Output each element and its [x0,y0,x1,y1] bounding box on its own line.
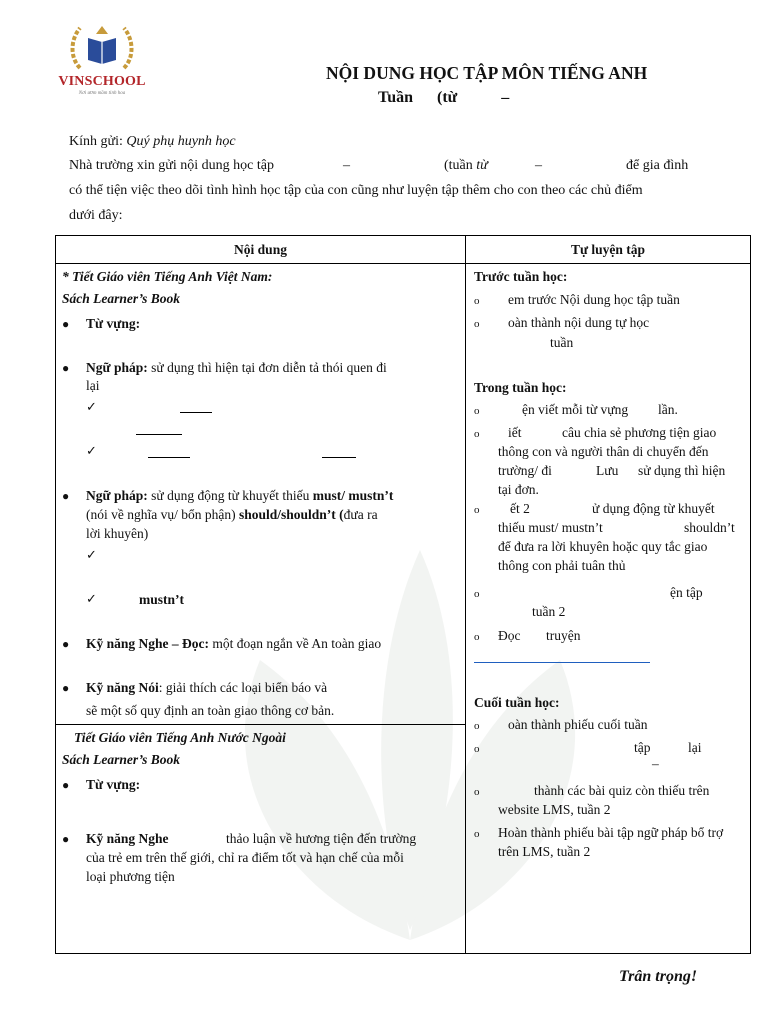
before-2a: oàn thành nội dung tự học [508,315,650,330]
foreign-heading: Tiết Giáo viên Tiếng Anh Nước Ngoài [74,730,286,745]
blank-line [148,457,190,458]
intro-line-2b: – [343,158,350,173]
vinschool-logo [52,22,152,100]
intro-line-3: có thể tiện việc theo dõi tình hình học tập của con cũng như luyện tập thêm cho con theo các chủ điểm [69,183,643,198]
during-2f: sử dụng thì hiện [638,463,726,478]
vn-grammar1-cont: lại [86,378,100,393]
end-3a: thành các bài quiz còn thiếu trên [534,783,710,798]
vn-speak-cont: sẽ một số quy định an toàn giao thông cơ bản. [86,703,335,718]
header-practice: Tự luyện tập [466,236,751,264]
during-3e: để đưa ra lời khuyên hoặc quy tắc giao [498,539,708,554]
laurel-book-icon [66,22,138,76]
grammar2-label: Ngữ pháp: [86,488,148,503]
end-heading: Cuối tuần học: [474,695,560,710]
vn-grammar2-line2 [86,506,378,524]
content-table [55,235,751,954]
blank-line [136,434,182,435]
intro-line-2c [444,158,488,174]
vn-speak [86,679,327,697]
circle-bullet-icon: o [474,504,480,516]
grammar2-text: sử dụng động từ khuyết thiếu [147,488,313,503]
foreign-listen-text3: loại phương tiện [86,869,175,884]
closing-signature: Trân trọng! [619,968,698,985]
end-2b: lại [688,740,702,755]
circle-bullet-icon: o [474,743,480,755]
during-2b: câu chia sẻ phương tiện giao [562,425,717,440]
grammar2-line2b: should/shouldn’t ( [238,507,344,522]
end-4a: Hoàn thành phiếu bài tập ngữ pháp bổ trợ [498,825,724,840]
link-underline[interactable] [474,662,650,663]
during-4a: ện tập [670,585,703,600]
foreign-book: Sách Learner’s Book [62,752,181,767]
blank-line [322,457,356,458]
before-2b: tuần [550,335,574,350]
circle-bullet-icon: o [474,720,480,732]
vn-teacher-cell [56,264,466,725]
circle-bullet-icon: o [474,405,480,417]
bullet-icon: ● [62,832,70,846]
practice-cell [466,264,751,954]
during-3d: shouldn’t [684,520,735,535]
greeting [69,134,236,150]
during-3a: ết 2 [510,501,530,516]
during-heading: Trong tuần học: [474,380,567,395]
vn-grammar2 [86,487,393,505]
circle-bullet-icon: o [474,631,480,643]
bullet-icon: ● [62,778,70,792]
circle-bullet-icon: o [474,828,480,840]
circle-bullet-icon: o [474,786,480,798]
foreign-listen-label: Kỹ năng Nghe [86,831,169,846]
during-3f: thông con phải tuân thủ [498,558,626,573]
grammar2-bold: must/ mustn’t [312,488,394,503]
check-icon: ✓ [86,591,97,606]
intro-line-2f: để gia đình [626,158,689,173]
during-2c: thông con và người thân di chuyển đến [498,444,709,459]
foreign-listen-text2: của trẻ em trên thế giới, chỉ ra điểm tốt và hạn chế của mỗi [86,850,404,865]
intro-line-2a: Nhà trường xin gửi nội dung học tập [69,158,274,173]
page-title: NỘI DUNG HỌC TẬP MÔN TIẾNG ANH [326,63,648,83]
during-5a: Đọc [498,628,521,643]
check-icon: ✓ [86,547,97,562]
during-1b: lần. [658,402,678,417]
bullet-icon: ● [62,681,70,695]
grammar1-label: Ngữ pháp: [86,360,148,375]
logo-name: VINSCHOOL [58,74,146,89]
during-3c: thiếu must/ mustn’t [498,520,603,535]
end-2a: tập [634,740,651,755]
grammar2-line2c: đưa ra [343,507,378,522]
check-icon: ✓ [86,399,97,414]
circle-bullet-icon: o [474,295,480,307]
end-4b: trên LMS, tuần 2 [498,844,591,859]
bullet-icon: ● [62,489,70,503]
before-heading: Trước tuần học: [474,269,568,284]
end-3b: website LMS, tuần 2 [498,802,611,817]
intro-line-2e: – [535,158,542,173]
bullet-icon: ● [62,317,70,331]
during-2a: iết [508,425,522,440]
before-1: em trước Nội dung học tập tuần [508,292,680,307]
intro-week: (tuần [444,158,477,173]
vn-heading: * Tiết Giáo viên Tiếng Anh Việt Nam: [62,269,273,284]
logo-tagline: Nơi ươm mầm tinh hoa [78,91,126,96]
greeting-recipient: Quý phụ huynh học [126,134,236,149]
foreign-teacher-cell [56,725,466,954]
greeting-prefix: Kính gửi: [69,134,127,149]
vn-vocab: Từ vựng: [86,316,141,331]
vn-grammar1 [86,359,387,377]
intro-line-4: dưới đây: [69,208,123,223]
speak-label: Kỹ năng Nói [86,680,159,695]
vn-skills [86,635,381,653]
week-line: Tuần (từ – [378,89,510,106]
circle-bullet-icon: o [474,428,480,440]
speak-text: : giải thích các loại biển báo và [158,680,328,695]
bullet-icon: ● [62,637,70,651]
during-5b: truyện [546,628,581,643]
during-2g: tại đơn. [498,482,539,497]
grammar2-line2a: (nói về nghĩa vụ/ bổn phận) [86,507,239,522]
skills-label: Kỹ năng Nghe – Đọc: [86,636,210,651]
end-2c: – [652,756,659,771]
vn-grammar2-line3: lời khuyên) [86,526,149,541]
intro-from: từ [476,158,488,173]
circle-bullet-icon: o [474,318,480,330]
grammar1-text: sử dụng thì hiện tại đơn diễn tả thói quen đi [147,360,387,375]
during-3b: ử dụng động từ khuyết [592,501,715,516]
during-2d: trường/ đi [498,463,552,478]
header-content: Nội dung [56,236,466,264]
vn-book: Sách Learner’s Book [62,291,181,306]
circle-bullet-icon: o [474,588,480,600]
end-1: oàn thành phiếu cuối tuần [508,717,648,732]
blank-line [180,412,212,413]
during-2e: Lưu [596,463,619,478]
during-1a: ện viết mỗi từ vựng [522,402,629,417]
skills-text: một đoạn ngắn về An toàn giao [209,636,382,651]
foreign-listen-text: thảo luận về hương tiện đến trường [226,831,417,846]
foreign-vocab: Từ vựng: [86,777,141,792]
vn-mustnt: mustn’t [139,592,185,607]
during-4b: tuần 2 [532,604,566,619]
check-icon: ✓ [86,443,97,458]
bullet-icon: ● [62,361,70,375]
